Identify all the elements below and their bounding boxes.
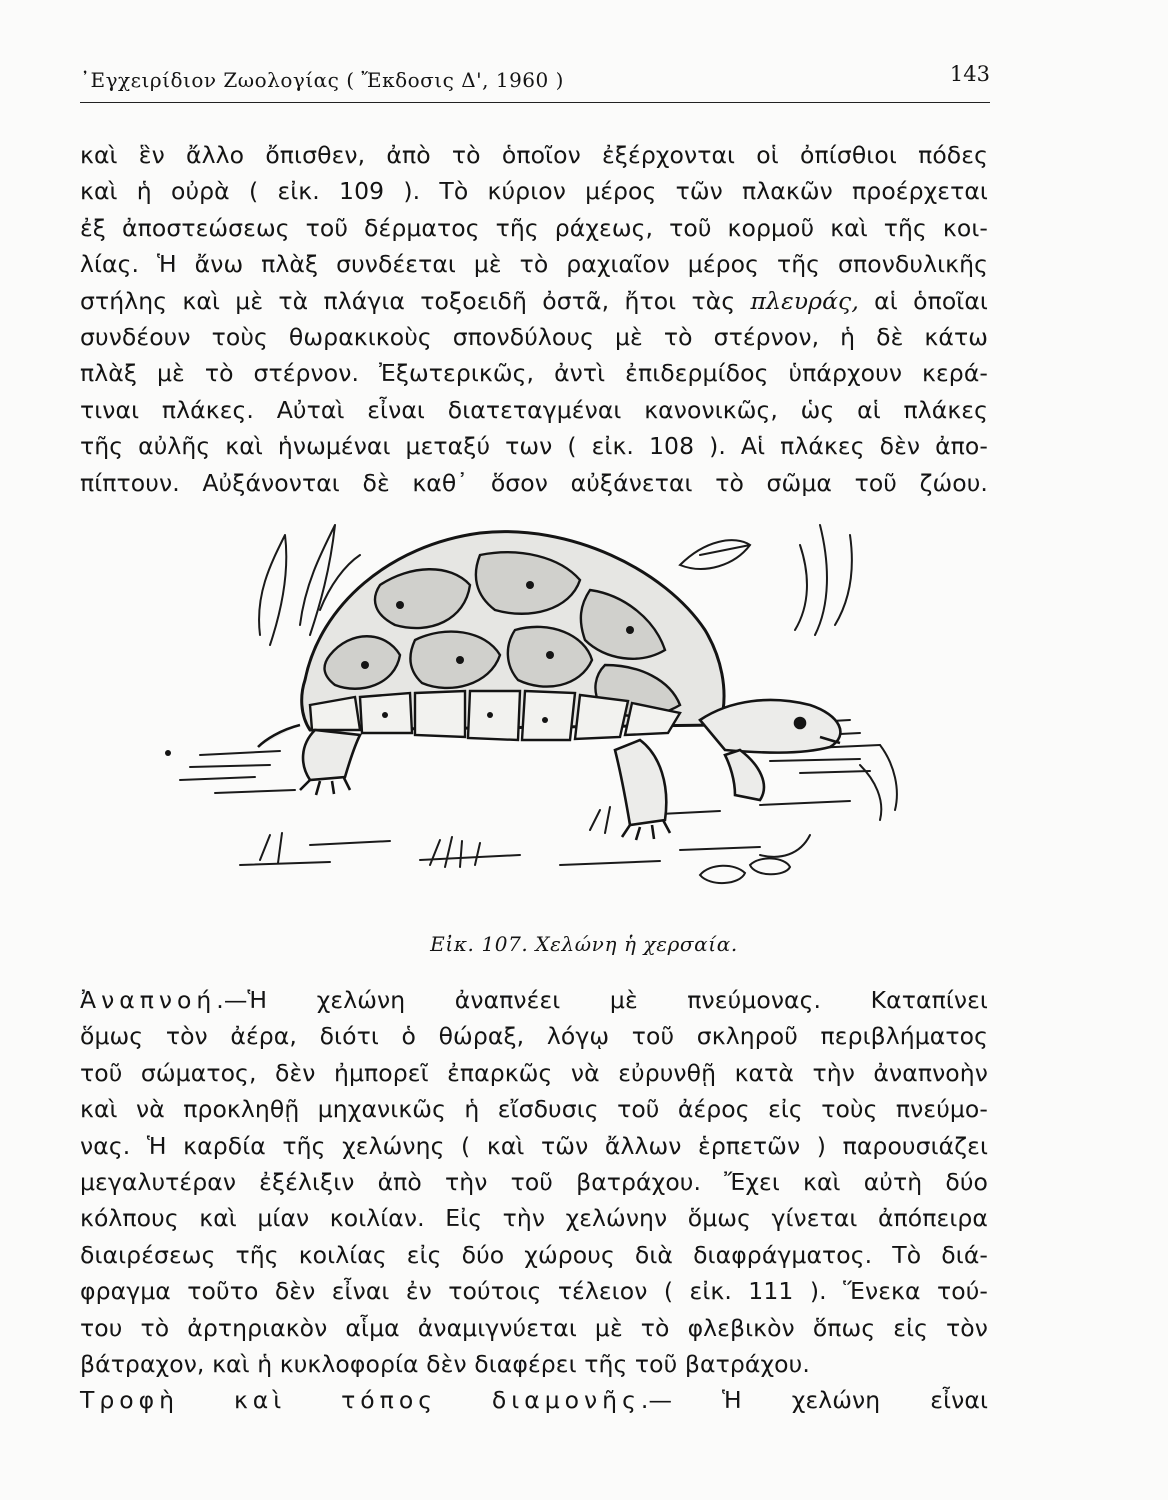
- tortoise-engraving: [160, 515, 930, 905]
- text-line-with-heading: [80, 982, 988, 1018]
- figure-caption: Εἰκ. 107. Χελώνη ἡ χερσαία.: [430, 932, 738, 956]
- text-line: μεγαλυτέραν ἐξέλιξιν ἀπὸ τὴν τοῦ βατράχου. Ἔχει καὶ αὐτὴ δύο: [80, 1168, 988, 1197]
- text-line: νας. Ἡ καρδία τῆς χελώνης ( καὶ τῶν ἄλλων ἑρπετῶν ) παρουσιάζει: [80, 1131, 988, 1160]
- text-line: λίας. Ἡ ἄνω πλὰξ συνδέεται μὲ τὸ ραχιαῖον μέρος τῆς σπονδυλικῆς: [80, 250, 988, 279]
- section-heading-food-habitat: Τροφὴ καὶ τόπος διαμονῆς: [80, 1386, 641, 1415]
- text-line: ἐξ ἀποστεώσεως τοῦ δέρματος τῆς ράχεως, τοῦ κορμοῦ καὶ τῆς κοι-: [80, 213, 988, 242]
- text-fragment: .—Ἡ χελώνη ἀναπνέει μὲ πνεύμονας. Καταπίνει: [216, 986, 988, 1014]
- text-line: ὅμως τὸν ἀέρα, διότι ὁ θώραξ, λόγῳ τοῦ σκληροῦ περιβλήματος: [80, 1022, 988, 1051]
- text-line: βάτραχον, καὶ ἡ κυκλοφορία δὲν διαφέρει τῆς τοῦ βατράχου.: [80, 1350, 810, 1379]
- text-line: τιναι πλάκες. Αὐταὶ εἶναι διατεταγμέναι κανονικῶς, ὡς αἱ πλάκες: [80, 395, 988, 424]
- text-line: φραγμα τοῦτο δὲν εἶναι ἐν τούτοις τέλειον ( εἰκ. 111 ). Ἕνεκα τού-: [80, 1277, 988, 1306]
- tortoise-shell: [302, 532, 724, 740]
- running-title: ᾽Εγχειρίδιον Ζωολογίας ( Ἔκδοσις Δ', 1960 ): [80, 68, 564, 92]
- text-line: κόλπους καὶ μίαν κοιλίαν. Εἰς τὴν χελώνην ὅμως γίνεται ἀπόπειρα: [80, 1204, 988, 1233]
- paragraph-respiration: [80, 982, 988, 1419]
- text-line-with-heading: [80, 1382, 988, 1418]
- text-fragment: .— Ἡ χελώνη εἶναι: [640, 1386, 989, 1415]
- text-line: συνδέουν τοὺς θωρακικοὺς σπονδύλους μὲ τὸ στέρνον, ἡ δὲ κάτω: [80, 323, 988, 352]
- text-line: πλὰξ μὲ τὸ στέρνον. Ἐξωτερικῶς, ἀντὶ ἐπιδερμίδος ὑπάρχουν κερά-: [80, 359, 988, 388]
- text-line: διαιρέσεως τῆς κοιλίας εἰς δύο χώρους διὰ διαφράγματος. Τὸ διά-: [80, 1240, 988, 1269]
- text-fragment: αἱ ὁποῖαι: [874, 286, 988, 315]
- text-line: καὶ νὰ προκληθῇ μηχανικῶς ἡ εἴσδυσις τοῦ ἀέρος εἰς τοὺς πνεύμο-: [80, 1095, 988, 1124]
- text-line: καὶ ἓν ἄλλο ὄπισθεν, ἀπὸ τὸ ὁποῖον ἐξέρχονται οἱ ὀπίσθιοι πόδες: [80, 141, 988, 169]
- text-fragment: στήλης καὶ μὲ τὰ πλάγια τοξοειδῆ ὀστᾶ, ἤτοι τὰς: [80, 286, 736, 315]
- section-heading-respiration: Ἀναπνοή: [80, 986, 217, 1014]
- text-line-with-term: [80, 283, 988, 319]
- page-number: 143: [949, 62, 990, 86]
- running-header: [80, 62, 990, 103]
- text-line: τοῦ σώματος, δὲν ἠμπορεῖ ἐπαρκῶς νὰ εὐρυνθῇ κατὰ τὴν ἀναπνοὴν: [80, 1058, 988, 1087]
- text-line: πίπτουν. Αὐξάνονται δὲ καθ᾽ ὅσον αὐξάνεται τὸ σῶμα τοῦ ζώου.: [80, 468, 988, 497]
- text-line: τῆς αὐλῆς καὶ ἡνωμέναι μεταξύ των ( εἰκ. 108 ). Αἱ πλάκες δὲν ἀπο-: [80, 432, 988, 461]
- italic-term: πλευράς,: [750, 286, 859, 315]
- text-line: του τὸ ἀρτηριακὸν αἷμα ἀναμιγνύεται μὲ τὸ φλεβικὸν ὅπως εἰς τὸν: [80, 1313, 988, 1342]
- text-line: καὶ ἡ οὐρὰ ( εἰκ. 109 ). Τὸ κύριον μέρος τῶν πλακῶν προέρχεται: [80, 177, 988, 206]
- paragraph-shell-plates: [80, 137, 988, 501]
- tortoise-illustration: [160, 515, 930, 905]
